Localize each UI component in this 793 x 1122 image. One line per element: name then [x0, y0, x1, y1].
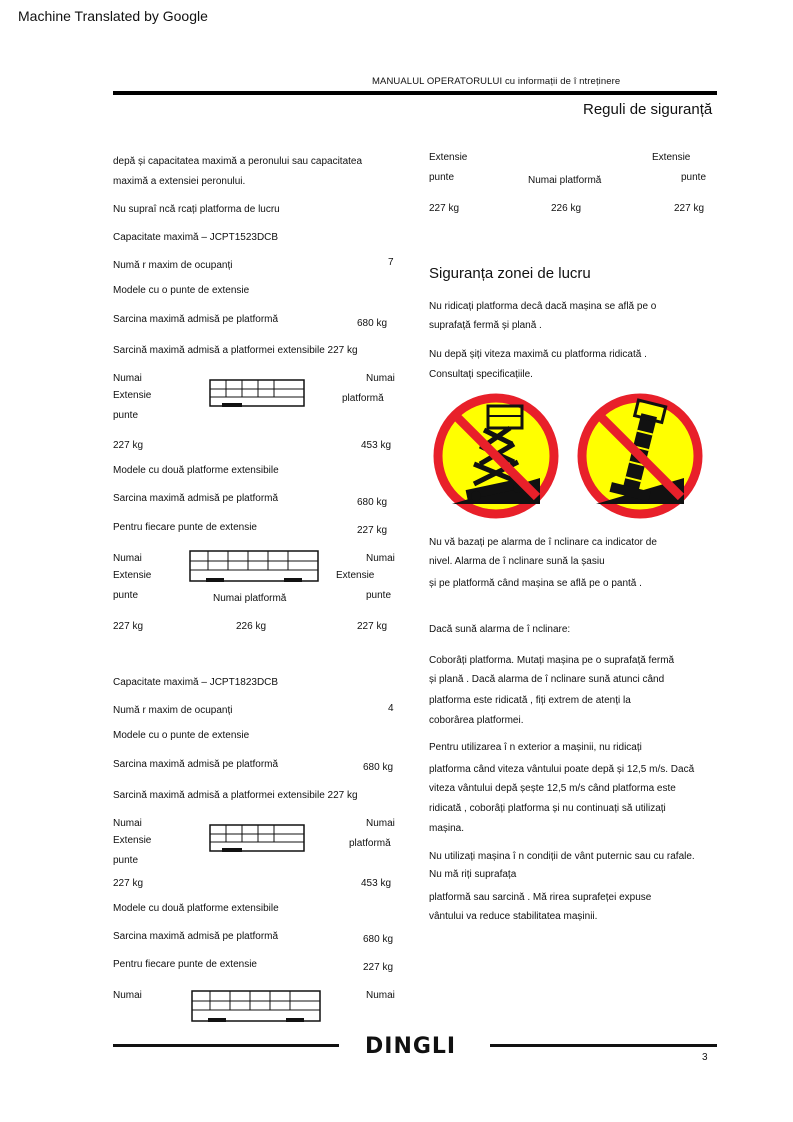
diagram-value: 227 kg [113, 440, 144, 451]
each-value: 227 kg [363, 962, 394, 973]
text-line: Consultați specificațiile. [429, 369, 533, 380]
load-value: 680 kg [363, 934, 394, 945]
diagram-value: 227 kg [113, 878, 144, 889]
load-value: 680 kg [357, 318, 388, 329]
diagram-label: Extensie [113, 390, 152, 401]
platform-diagram-single [208, 377, 306, 409]
each-value: 227 kg [357, 525, 388, 536]
diagram-label: Extensie [113, 570, 152, 581]
text-line: Nu supraî ncă rcați platforma de lucru [113, 204, 280, 215]
load-value: 680 kg [357, 497, 388, 508]
occupants-value: 7 [388, 257, 394, 268]
diagram-label: Numai [113, 990, 142, 1001]
model-title: Modele cu două platforme extensibile [113, 903, 279, 914]
ext-load-label: Sarcină maximă admisă a platformei extensibile 227 kg [113, 345, 358, 356]
text-line: depă și capacitatea maximă a peronului sau capacitatea [113, 156, 363, 167]
text-line: Nu ridicați platforma decâ dacă mașina se află pe o [429, 301, 657, 312]
diagram-value: 453 kg [361, 440, 392, 451]
diagram-label: Numai [113, 818, 142, 829]
load-label: Sarcina maximă admisă pe platformă [113, 759, 279, 770]
load-value: 680 kg [363, 762, 394, 773]
capacity-heading: Capacitate maximă – JCPT1823DCB [113, 677, 279, 688]
diagram-label: Extensie [336, 570, 375, 581]
text-line: platforma este ridicată , fiți extrem de atenți la [429, 695, 631, 706]
footer-rule-left [113, 1044, 339, 1047]
footer-rule-right [490, 1044, 717, 1047]
model-title: Modele cu două platforme extensibile [113, 465, 279, 476]
each-label: Pentru fiecare punte de extensie [113, 522, 257, 533]
text-line: maximă a extensiei peronului. [113, 176, 246, 187]
text-line: platformă sau sarcină . Mă rirea suprafeței expuse [429, 892, 652, 903]
diagram-label: Numai [113, 373, 142, 384]
diagram-label: punte [681, 172, 707, 183]
page-number: 3 [702, 1052, 708, 1063]
text-line: coborârea platformei. [429, 715, 524, 726]
diagram-label: Extensie [429, 152, 468, 163]
occupants-label: Numă r maxim de ocupanți [113, 260, 233, 271]
diagram-label: Numai platformă [528, 175, 602, 186]
section-title: Reguli de siguranță [583, 101, 713, 118]
load-label: Sarcina maximă admisă pe platformă [113, 493, 279, 504]
diagram-label: Numai [366, 990, 395, 1001]
diagram-label: platformă [349, 838, 391, 849]
load-label: Sarcina maximă admisă pe platformă [113, 314, 279, 325]
text-line: Nu depă șiți viteza maximă cu platforma ridicată . [429, 349, 647, 360]
no-lift-on-slope-scissor-icon [432, 392, 560, 520]
diagram-label: Numai [366, 373, 395, 384]
text-line: mașina. [429, 823, 465, 834]
load-label: Sarcina maximă admisă pe platformă [113, 931, 279, 942]
diagram-label: punte [113, 855, 139, 866]
diagram-label: punte [113, 590, 139, 601]
header-rule [113, 91, 717, 95]
occupants-value: 4 [388, 703, 394, 714]
diagram-label: Extensie [113, 835, 152, 846]
diagram-value: 227 kg [429, 203, 460, 214]
diagram-value: 226 kg [236, 621, 267, 632]
model-title: Modele cu o punte de extensie [113, 730, 250, 741]
text-line: Pentru utilizarea î n exterior a mașinii, nu ridicați [429, 742, 642, 753]
diagram-label: Numai [113, 553, 142, 564]
text-line: viteza vântului depă șește 12,5 m/s când platforma este [429, 783, 676, 794]
no-lift-on-slope-mast-icon [576, 392, 704, 520]
occupants-label: Numă r maxim de ocupanți [113, 705, 233, 716]
diagram-label: punte [113, 410, 139, 421]
diagram-value: 226 kg [551, 203, 582, 214]
zone-safety-heading: Siguranța zonei de lucru [429, 265, 591, 282]
text-line: și plană . Dacă alarma de î nclinare sună atunci când [429, 674, 665, 685]
brand-logo: DINGLI [365, 1034, 457, 1059]
text-line: platforma când viteza vântului poate depă și 12,5 m/s. Dacă [429, 764, 695, 775]
ext-load-label: Sarcină maximă admisă a platformei extensibile 227 kg [113, 790, 358, 801]
text-line: Nu utilizați mașina î n condiții de vânt puternic sau cu rafale. [429, 851, 695, 862]
platform-diagram-double [188, 548, 320, 584]
text-line: vântului va reduce stabilitatea mașinii. [429, 911, 598, 922]
text-line: ridicată , coborâți platforma și nu continuați să utilizați [429, 803, 666, 814]
diagram-value: 227 kg [113, 621, 144, 632]
diagram-label: punte [429, 172, 455, 183]
diagram-label: Extensie [652, 152, 691, 163]
capacity-heading: Capacitate maximă – JCPT1523DCB [113, 232, 279, 243]
diagram-value: 227 kg [357, 621, 388, 632]
text-line: Nu mă riți suprafața [429, 869, 517, 880]
text-line: și pe platformă când mașina se află pe o pantă . [429, 578, 642, 589]
platform-diagram-double [190, 988, 322, 1024]
model-title: Modele cu o punte de extensie [113, 285, 250, 296]
diagram-value: 453 kg [361, 878, 392, 889]
text-line: Coborâți platforma. Mutați mașina pe o suprafață fermă [429, 655, 675, 666]
diagram-label: Numai platformă [213, 593, 287, 604]
text-line: Nu vă bazați pe alarma de î nclinare ca indicator de [429, 537, 657, 548]
manual-title: MANUALUL OPERATORULUI cu informații de î ntreținere [372, 76, 621, 87]
text-line: Dacă sună alarma de î nclinare: [429, 624, 571, 635]
diagram-label: punte [366, 590, 392, 601]
watermark: Machine Translated by Google [18, 8, 208, 24]
each-label: Pentru fiecare punte de extensie [113, 959, 257, 970]
platform-diagram-single [208, 822, 306, 854]
text-line: suprafață fermă și plană . [429, 320, 542, 331]
text-line: nivel. Alarma de î nclinare sună la șasiu [429, 556, 605, 567]
diagram-value: 227 kg [674, 203, 705, 214]
diagram-label: platformă [342, 393, 384, 404]
diagram-label: Numai [366, 553, 395, 564]
diagram-label: Numai [366, 818, 395, 829]
